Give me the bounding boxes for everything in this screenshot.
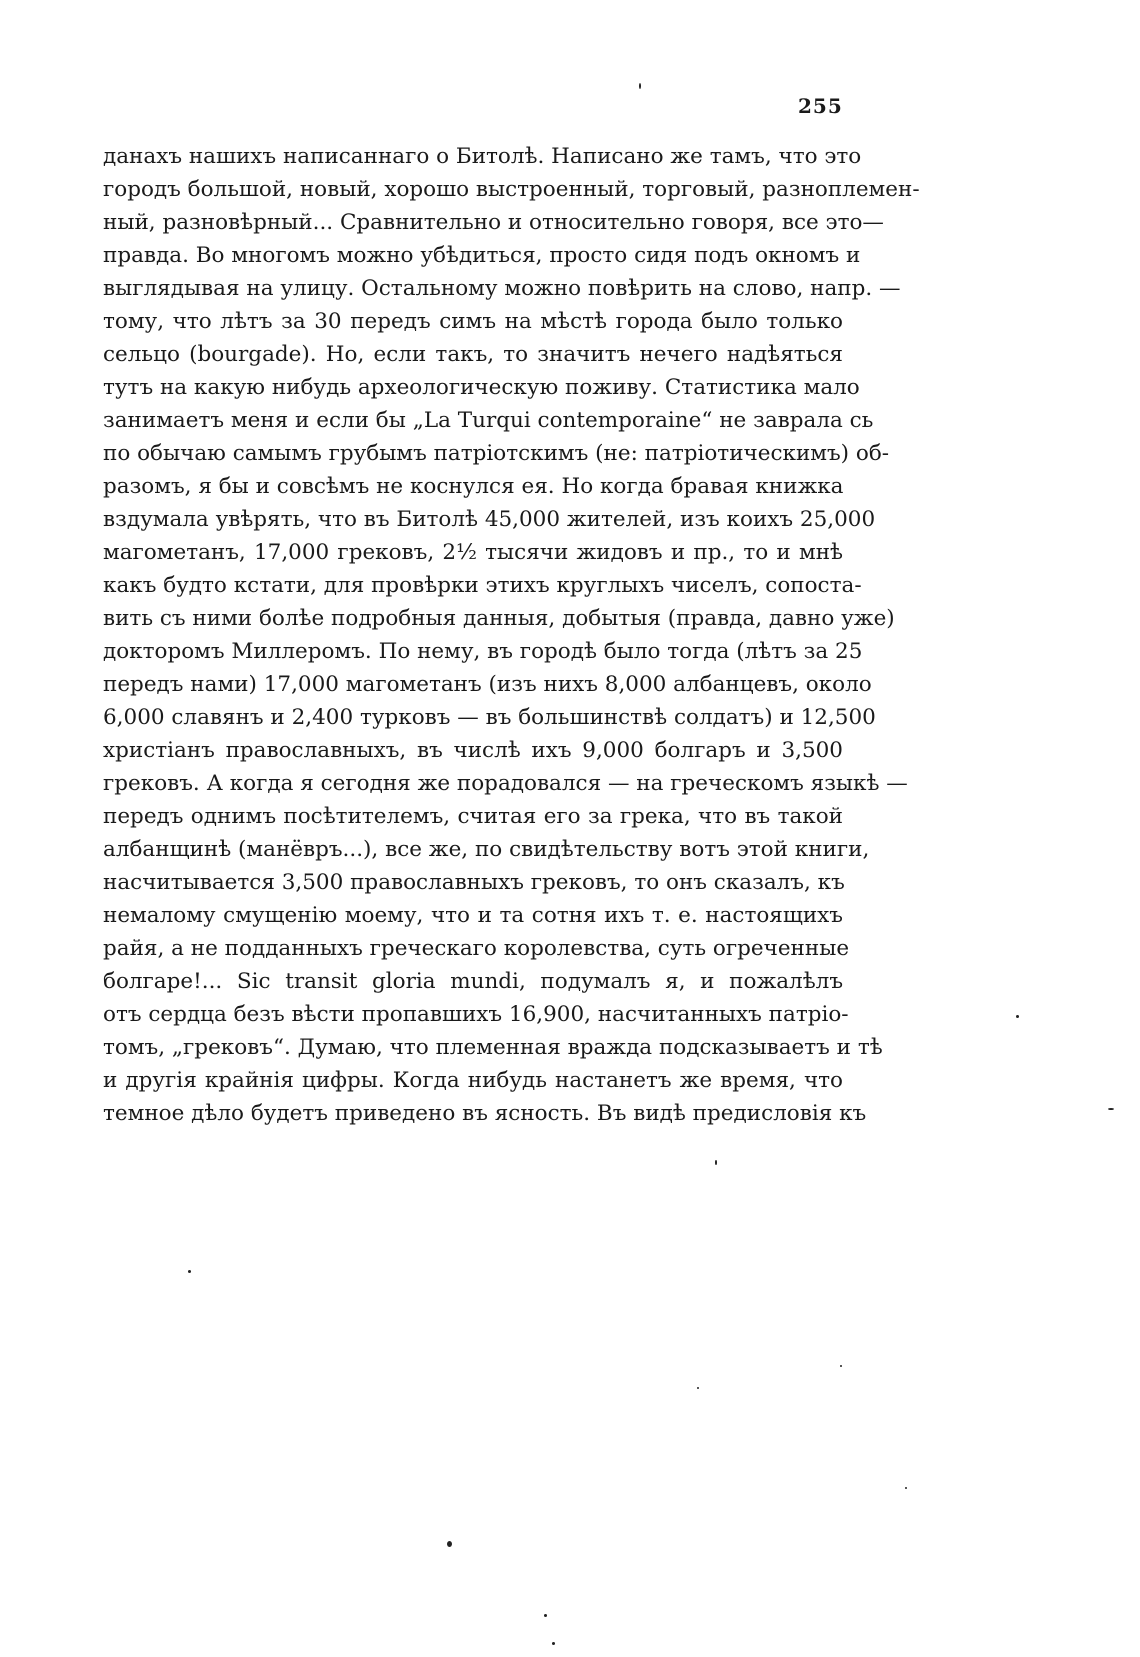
scan-speck [697,1387,699,1389]
text-line: немалому смущенію моему, что и та сотня ихъ т. е. настоящихъ [103,903,843,928]
text-line: тому, что лѣтъ за 30 передъ симъ на мѣстѣ города было только [103,309,843,334]
text-block [103,140,920,1130]
scan-speck [1108,1108,1114,1110]
text-line: разомъ, я бы и совсѣмъ не коснулся ея. Но когда бравая книжка [103,474,844,499]
text-line: по обычаю самымъ грубымъ патріотскимъ (не: патріотическимъ) об- [103,441,890,466]
text-line: занимаетъ меня и если бы „La Turqui contemporaine“ не заврала сь [103,408,874,433]
text-line: темное дѣло будетъ приведено въ ясность. Въ видѣ предисловія къ [103,1101,867,1126]
scan-speck [639,83,641,89]
text-line: болгаре!... Sic transit gloria mundi, подумалъ я, и пожалѣлъ [103,969,843,994]
scan-speck [188,1270,191,1273]
scan-speck [905,1487,907,1489]
text-line: ный, разновѣрный... Сравнительно и относительно говоря, все это— [103,210,884,235]
text-line: данахъ нашихъ написаннаго о Битолѣ. Написано же тамъ, что это [103,144,862,169]
scan-speck [544,1614,547,1617]
text-line: райя, а не подданныхъ греческаго королевства, суть огреченные [103,936,850,961]
text-line: правда. Во многомъ можно убѣдиться, просто сидя подъ окномъ и [103,243,861,268]
text-line: тутъ на какую нибудь археологическую поживу. Статистика мало [103,375,860,400]
scan-speck [447,1541,452,1547]
text-line: выглядывая на улицу. Остальному можно повѣрить на слово, напр. — [103,276,901,301]
scan-speck [1016,1015,1019,1018]
text-line: вздумала увѣрять, что въ Битолѣ 45,000 жителей, изъ коихъ 25,000 [103,507,876,532]
text-line: отъ сердца безъ вѣсти пропавшихъ 16,900, насчитанныхъ патріо- [103,1002,849,1027]
text-line: городъ большой, новый, хорошо выстроенный, торговый, разноплемен- [103,177,920,202]
text-line: насчитывается 3,500 православныхъ грековъ, то онъ сказалъ, къ [103,870,845,895]
text-line: 6,000 славянъ и 2,400 турковъ — въ большинствѣ солдатъ) и 12,500 [103,705,876,730]
text-line: какъ будто кстати, для провѣрки этихъ круглыхъ чиселъ, сопоста- [103,573,862,598]
scan-speck [552,1642,555,1645]
text-line: передъ нами) 17,000 магометанъ (изъ нихъ 8,000 албанцевъ, около [103,672,872,697]
text-line: вить съ ними болѣе подробныя данныя, добытыя (правда, давно уже) [103,606,895,631]
scan-speck [840,1365,842,1367]
text-line: магометанъ, 17,000 грековъ, 2½ тысячи жидовъ и пр., то и мнѣ [103,540,843,565]
text-line: передъ однимъ посѣтителемъ, считая его за грека, что въ такой [103,804,843,829]
text-line: грековъ. А когда я сегодня же порадовался — на греческомъ языкѣ — [103,771,908,796]
text-line: и другія крайнія цифры. Когда нибудь настанетъ же время, что [103,1068,843,1093]
page-number: 255 [798,94,843,118]
text-line: албанщинѣ (манёвръ...), все же, по свидѣтельству вотъ этой книги, [103,837,870,862]
text-line: христіанъ православныхъ, въ числѣ ихъ 9,000 болгаръ и 3,500 [103,738,843,763]
text-line: докторомъ Миллеромъ. По нему, въ городѣ было тогда (лѣтъ за 25 [103,639,863,664]
scan-speck [715,1160,717,1165]
text-line: сельцо (bourgade). Но, если такъ, то значитъ нечего надѣяться [103,342,843,367]
text-line: томъ, „грековъ“. Думаю, что племенная вражда подсказываетъ и тѣ [103,1035,883,1060]
